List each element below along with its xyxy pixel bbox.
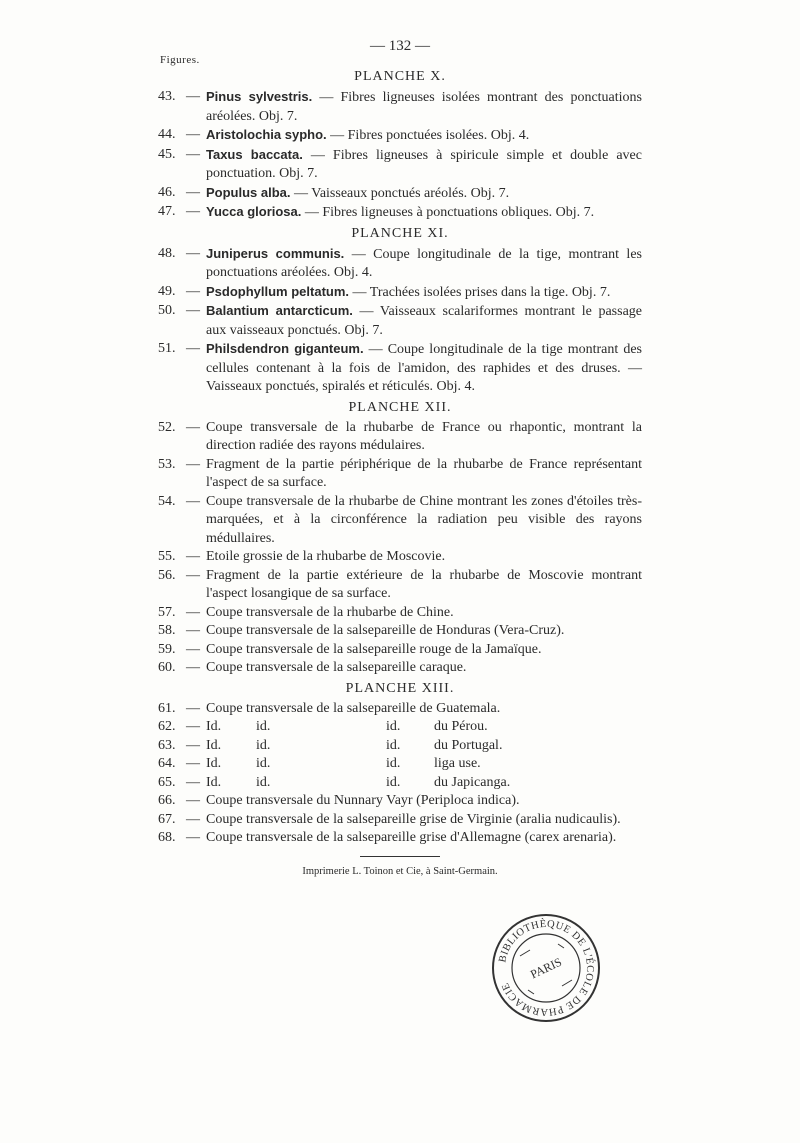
idem-cell: liga use. bbox=[434, 756, 481, 771]
figure-number: 60. bbox=[158, 660, 176, 675]
figure-number: 63. bbox=[158, 737, 176, 753]
entry-dash: — bbox=[186, 303, 200, 318]
plate-title: PLANCHE X. bbox=[354, 69, 446, 84]
species-name: Philsdendron giganteum. bbox=[206, 341, 364, 356]
figure-number: 49. bbox=[158, 283, 176, 299]
entry-dash: — bbox=[186, 204, 200, 219]
figure-description bbox=[206, 146, 642, 184]
figure-entry bbox=[158, 792, 642, 811]
species-name: Psdophyllum peltatum. bbox=[206, 283, 350, 299]
figure-description bbox=[206, 604, 642, 623]
description-text: Coupe transversale de la salsepareille de Honduras (Vera-Cruz). bbox=[206, 623, 565, 638]
entry-dash: — bbox=[186, 641, 200, 657]
page-number: — 132 — bbox=[370, 38, 430, 54]
figure-entry bbox=[158, 283, 642, 303]
description-text: Coupe transversale de la salsepareille de Guatemala. bbox=[206, 700, 501, 716]
figure-description bbox=[206, 548, 642, 567]
figure-entry bbox=[158, 184, 642, 204]
figure-entry bbox=[158, 493, 642, 549]
figure-number: 50. bbox=[158, 303, 176, 318]
figure-description bbox=[206, 493, 642, 549]
figure-description bbox=[206, 88, 642, 126]
idem-columns bbox=[206, 718, 642, 737]
idem-cell: id. bbox=[386, 719, 401, 734]
figure-entry bbox=[158, 302, 642, 340]
figure-number: 59. bbox=[158, 641, 176, 657]
figure-entry bbox=[158, 622, 642, 641]
species-name: Populus alba. bbox=[206, 184, 291, 200]
figure-entry bbox=[158, 126, 642, 146]
description-text: Coupe transversale de la rhubarbe de Chine. bbox=[206, 604, 454, 620]
entry-dash: — bbox=[186, 623, 200, 638]
entry-dash: — bbox=[186, 127, 200, 142]
figure-number: 66. bbox=[158, 793, 176, 808]
figure-description bbox=[206, 641, 642, 660]
description-text: Coupe transversale de la salsepareille rouge de la Jamaïque. bbox=[206, 641, 542, 657]
printer-imprint: Imprimerie L. Toinon et Cie, à Saint-Germain. bbox=[302, 865, 498, 877]
figure-number: 61. bbox=[158, 700, 176, 716]
figure-number: 55. bbox=[158, 549, 176, 564]
idem-cell: id. bbox=[386, 737, 401, 753]
figure-entry bbox=[158, 829, 642, 848]
idem-cell: id. bbox=[256, 774, 271, 790]
figure-entry bbox=[158, 146, 642, 184]
entry-dash: — bbox=[186, 89, 200, 104]
entry-dash: — bbox=[186, 184, 200, 200]
idem-columns bbox=[206, 774, 642, 793]
species-name: Balantium antarcticum. bbox=[206, 303, 353, 318]
entry-dash: — bbox=[186, 341, 200, 356]
idem-cell: du Pérou. bbox=[434, 719, 488, 734]
figure-entry bbox=[158, 700, 642, 719]
description-text: Coupe transversale de la salsepareille grise de Virginie (aralia nudicaulis). bbox=[206, 811, 621, 827]
description-text: — Fibres ligneuses à ponctuations obliques. Obj. 7. bbox=[301, 205, 595, 220]
entry-dash: — bbox=[186, 604, 200, 620]
description-text: Fragment de la partie extérieure de la rhubarbe de Moscovie montrant l'aspect losangique de sa surface. bbox=[206, 567, 642, 601]
figure-entry-idem bbox=[158, 718, 642, 737]
figure-entry bbox=[158, 340, 642, 397]
idem-cell: id. bbox=[256, 756, 271, 771]
figure-description bbox=[206, 659, 642, 678]
figure-number: 68. bbox=[158, 830, 176, 845]
figure-entry bbox=[158, 245, 642, 283]
figure-entry-idem bbox=[158, 774, 642, 793]
idem-cell: id. bbox=[256, 719, 271, 734]
figure-description bbox=[206, 811, 642, 830]
description-text: Coupe transversale de la salsepareille grise d'Allemagne (carex arenaria). bbox=[206, 830, 617, 845]
entry-dash: — bbox=[186, 756, 200, 771]
figure-entry bbox=[158, 659, 642, 678]
description-text: Coupe transversale de la rhubarbe de France ou rhapontic, montrant la direction radiée des rayons médulaires. bbox=[206, 419, 642, 453]
figure-entry-idem bbox=[158, 755, 642, 774]
figure-number: 65. bbox=[158, 774, 176, 790]
plate-title: PLANCHE XII. bbox=[348, 399, 452, 415]
species-name: Pinus sylvestris. bbox=[206, 89, 313, 104]
entry-dash: — bbox=[186, 660, 200, 675]
idem-cell: Id. bbox=[206, 719, 222, 734]
figure-description bbox=[206, 340, 642, 397]
description-text: — Vaisseaux scalariformes montrant le passage aux vaisseaux ponctués. Obj. 7. bbox=[206, 304, 642, 338]
description-text: Coupe transversale de la rhubarbe de Chine montrant les zones d'étoiles très-marquées, et à la circonférence la radiation peu visible des rayons médullaires. bbox=[206, 493, 642, 546]
figure-entry-idem bbox=[158, 737, 642, 756]
stamp-center-text: PARIS bbox=[528, 954, 564, 982]
figure-number: 43. bbox=[158, 89, 176, 104]
figure-description bbox=[206, 419, 642, 456]
entry-dash: — bbox=[186, 774, 200, 790]
figure-number: 46. bbox=[158, 184, 176, 200]
entry-dash: — bbox=[186, 493, 200, 509]
figure-description bbox=[206, 456, 642, 493]
figures-label: Figures. bbox=[160, 54, 200, 66]
figure-number: 62. bbox=[158, 719, 176, 734]
entry-dash: — bbox=[186, 793, 200, 808]
figure-number: 67. bbox=[158, 811, 176, 827]
figure-number: 64. bbox=[158, 756, 176, 771]
figure-number: 44. bbox=[158, 127, 176, 142]
figure-description bbox=[206, 203, 642, 223]
entry-dash: — bbox=[186, 283, 200, 299]
idem-columns bbox=[206, 755, 642, 774]
figure-entry bbox=[158, 456, 642, 493]
idem-cell: du Portugal. bbox=[434, 737, 503, 753]
description-text: Fragment de la partie périphérique de la rhubarbe de France représentant l'aspect de sa surface. bbox=[206, 456, 642, 490]
figure-number: 48. bbox=[158, 245, 176, 261]
figure-number: 47. bbox=[158, 204, 176, 219]
entry-dash: — bbox=[186, 719, 200, 734]
idem-cell: du Japicanga. bbox=[434, 774, 511, 790]
figure-description bbox=[206, 245, 642, 283]
entry-dash: — bbox=[186, 549, 200, 564]
figure-description bbox=[206, 283, 642, 303]
figure-number: 52. bbox=[158, 419, 176, 435]
entry-dash: — bbox=[186, 830, 200, 845]
figure-entry bbox=[158, 419, 642, 456]
idem-cell: Id. bbox=[206, 756, 222, 771]
figure-number: 54. bbox=[158, 493, 176, 509]
description-text: — Trachées isolées prises dans la tige. Obj. 7. bbox=[349, 284, 611, 300]
figure-entry bbox=[158, 88, 642, 126]
stamp-ring-text: BIBLIOTHÈQUE DE L'ÉCOLE DE PHARMACIE bbox=[497, 918, 596, 1018]
description-text: — Coupe longitudinale de la tige montrant des cellules contenant à la fois de l'amidon, des raphides et des druses. — Vaisseaux ponctués, spiralés et réticulés. Obj. 4. bbox=[206, 342, 642, 394]
figure-entry bbox=[158, 604, 642, 623]
species-name: Aristolochia sypho. bbox=[206, 127, 327, 142]
figure-entry bbox=[158, 548, 642, 567]
figure-description bbox=[206, 700, 642, 719]
description-text: Coupe transversale du Nunnary Vayr (Periploca indica). bbox=[206, 793, 520, 808]
description-text: — Coupe longitudinale de la tige, montrant les ponctuations aréolées. Obj. 4. bbox=[206, 246, 642, 280]
figure-number: 58. bbox=[158, 623, 176, 638]
figure-description bbox=[206, 126, 642, 146]
library-stamp bbox=[490, 912, 602, 1024]
idem-cell: id. bbox=[386, 756, 401, 771]
figure-description bbox=[206, 622, 642, 641]
description-text: Etoile grossie de la rhubarbe de Moscovie. bbox=[206, 549, 446, 564]
figure-number: 56. bbox=[158, 567, 176, 583]
figure-number: 45. bbox=[158, 146, 176, 162]
entry-dash: — bbox=[186, 567, 200, 583]
figure-number: 51. bbox=[158, 341, 176, 356]
figure-description bbox=[206, 829, 642, 848]
description-text: — Fibres ligneuses isolées montrant des ponctuations aréolées. Obj. 7. bbox=[206, 90, 642, 124]
entry-dash: — bbox=[186, 146, 200, 162]
idem-cell: id. bbox=[256, 737, 271, 753]
plates-content bbox=[158, 66, 642, 881]
description-text: — Fibres ponctuées isolées. Obj. 4. bbox=[326, 128, 530, 143]
idem-columns bbox=[206, 737, 642, 756]
entry-dash: — bbox=[186, 811, 200, 827]
species-name: Taxus baccata. bbox=[206, 146, 303, 162]
entry-dash: — bbox=[186, 700, 200, 716]
entry-dash: — bbox=[186, 245, 200, 261]
figure-number: 53. bbox=[158, 456, 176, 472]
species-name: Yucca gloriosa. bbox=[206, 204, 302, 219]
figure-entry bbox=[158, 641, 642, 660]
entry-dash: — bbox=[186, 419, 200, 435]
entry-dash: — bbox=[186, 456, 200, 472]
figure-description bbox=[206, 184, 642, 204]
figure-number: 57. bbox=[158, 604, 176, 620]
figure-description bbox=[206, 567, 642, 604]
figure-description bbox=[206, 302, 642, 340]
description-text: — Vaisseaux ponctués aréolés. Obj. 7. bbox=[290, 185, 510, 201]
figure-entry bbox=[158, 203, 642, 223]
figure-entry bbox=[158, 811, 642, 830]
idem-cell: Id. bbox=[206, 774, 222, 790]
figure-description bbox=[206, 792, 642, 811]
idem-cell: id. bbox=[386, 774, 401, 790]
footer-rule bbox=[360, 856, 440, 857]
description-text: Coupe transversale de la salsepareille caraque. bbox=[206, 660, 467, 675]
plate-title: PLANCHE XIII. bbox=[345, 680, 455, 696]
species-name: Juniperus communis. bbox=[206, 245, 345, 261]
figure-entry bbox=[158, 567, 642, 604]
entry-dash: — bbox=[186, 737, 200, 753]
description-text: — Fibres ligneuses à spiricule simple et double avec ponctuation. Obj. 7. bbox=[206, 147, 642, 181]
plate-title: PLANCHE XI. bbox=[351, 225, 449, 241]
idem-cell: Id. bbox=[206, 737, 222, 753]
